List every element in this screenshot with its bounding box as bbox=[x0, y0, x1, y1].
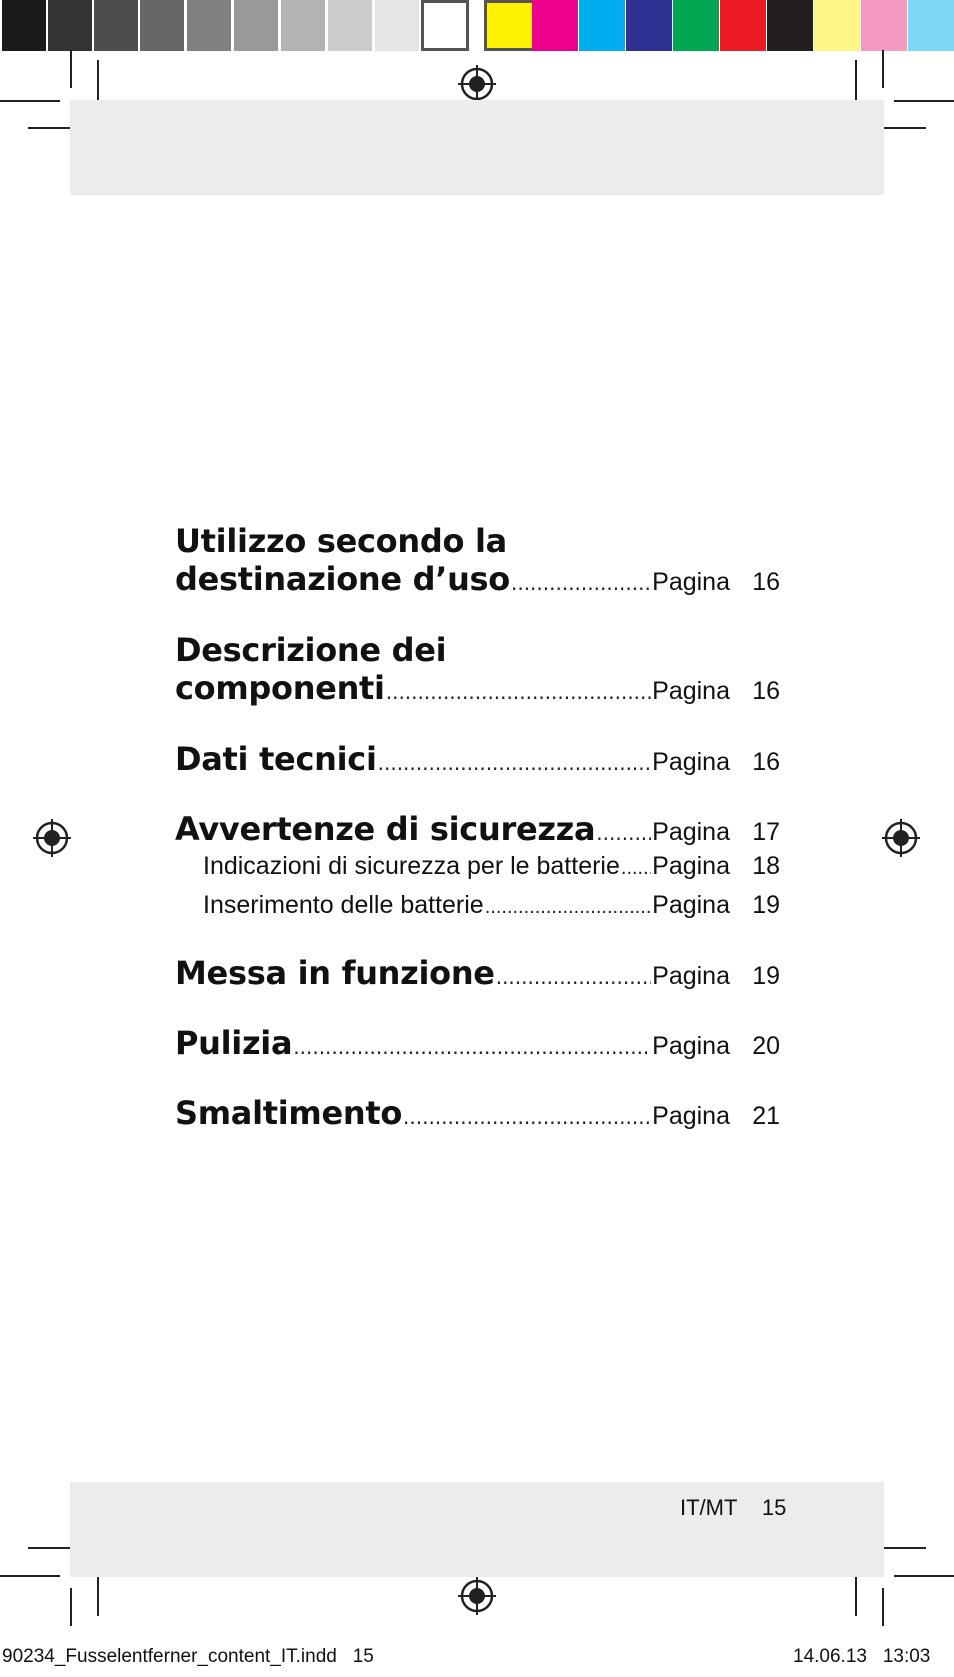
footer-page: 15 bbox=[761, 1495, 787, 1520]
page-label: Pagina bbox=[652, 568, 730, 596]
page-label: Pagina bbox=[652, 891, 730, 919]
toc-entry-title-line2: destinazione d’uso bbox=[175, 560, 510, 598]
page-number: 21 bbox=[752, 1102, 780, 1130]
page-number: 16 bbox=[752, 748, 780, 776]
slug-file-page: 15 bbox=[352, 1646, 374, 1667]
toc-entry-title: Messa in funzione bbox=[175, 954, 495, 992]
registration-mark-icon bbox=[458, 65, 496, 103]
page-number: 16 bbox=[752, 677, 780, 705]
process-swatch bbox=[673, 0, 719, 51]
toc-entry-title-line2: componenti bbox=[175, 669, 385, 707]
process-swatch bbox=[908, 0, 954, 51]
crop-mark bbox=[70, 1588, 72, 1626]
leader-dots bbox=[403, 1105, 651, 1129]
leader-dots bbox=[378, 751, 652, 775]
gray-swatch bbox=[94, 0, 138, 51]
process-swatch bbox=[626, 0, 672, 51]
page-label: Pagina bbox=[652, 852, 730, 880]
toc-entry-title: Avvertenze di sicurezza bbox=[175, 810, 596, 848]
gray-swatch bbox=[140, 0, 184, 51]
toc-entry[interactable] bbox=[175, 954, 780, 992]
toc-entry[interactable] bbox=[175, 631, 780, 707]
leader-dots bbox=[293, 1035, 651, 1059]
footer-locale: IT/MT bbox=[680, 1495, 738, 1520]
gray-swatch bbox=[2, 0, 46, 51]
toc-subentry[interactable] bbox=[175, 848, 780, 887]
process-swatch bbox=[720, 0, 766, 51]
toc-entry-title-line1: Descrizione dei bbox=[175, 631, 447, 669]
registration-mark-icon bbox=[33, 819, 71, 857]
process-swatch bbox=[484, 0, 532, 51]
crop-mark bbox=[882, 50, 884, 88]
registration-mark-icon bbox=[882, 819, 920, 857]
process-swatch bbox=[532, 0, 578, 51]
leader-dots bbox=[496, 965, 651, 989]
toc-entry-title: Pulizia bbox=[175, 1024, 293, 1062]
process-swatch bbox=[767, 0, 813, 51]
toc-subentry-title: Inserimento delle batterie bbox=[203, 891, 484, 919]
crop-mark bbox=[882, 1588, 884, 1626]
page-label: Pagina bbox=[652, 677, 730, 705]
toc-entry[interactable] bbox=[175, 1024, 780, 1062]
page-label: Pagina bbox=[652, 1032, 730, 1060]
toc-entry-title-line1: Utilizzo secondo la bbox=[175, 522, 507, 560]
leader-dots bbox=[511, 571, 651, 595]
page-number: 19 bbox=[752, 891, 780, 919]
page-label: Pagina bbox=[652, 1102, 730, 1130]
page-number: 17 bbox=[752, 818, 780, 846]
process-swatch bbox=[861, 0, 907, 51]
header-band bbox=[70, 100, 884, 195]
process-swatch bbox=[579, 0, 625, 51]
toc-subentry[interactable] bbox=[175, 887, 780, 926]
gray-swatch bbox=[48, 0, 92, 51]
toc-entry-title: Dati tecnici bbox=[175, 740, 377, 778]
page-label: Pagina bbox=[652, 962, 730, 990]
gray-swatch bbox=[421, 0, 469, 51]
crop-mark bbox=[894, 1575, 954, 1577]
slug-date: 14.06.13 bbox=[793, 1646, 867, 1667]
gray-swatch bbox=[375, 0, 419, 51]
toc-entry[interactable] bbox=[175, 810, 780, 926]
slug-filename: 90234_Fusselentferner_content_IT.indd bbox=[2, 1646, 337, 1667]
page-label: Pagina bbox=[652, 818, 730, 846]
page-number: 19 bbox=[752, 962, 780, 990]
crop-mark bbox=[894, 100, 954, 102]
leader-dots bbox=[596, 821, 651, 845]
page-number: 16 bbox=[752, 568, 780, 596]
page-number: 18 bbox=[752, 852, 780, 880]
crop-mark bbox=[0, 100, 60, 102]
footer-page-number bbox=[680, 1495, 786, 1521]
toc-subentry-title: Indicazioni di sicurezza per le batterie bbox=[203, 852, 620, 880]
page-label: Pagina bbox=[652, 748, 730, 776]
slug-time: 13:03 bbox=[882, 1646, 931, 1667]
page-number: 20 bbox=[752, 1032, 780, 1060]
slug-file bbox=[2, 1646, 374, 1668]
gray-swatch bbox=[187, 0, 231, 51]
gray-swatch bbox=[234, 0, 278, 51]
slug-timestamp bbox=[793, 1646, 930, 1668]
crop-mark bbox=[70, 50, 72, 88]
toc-entry-title: Smaltimento bbox=[175, 1094, 403, 1132]
leader-dots bbox=[621, 850, 651, 887]
leader-dots bbox=[386, 680, 651, 704]
process-swatch bbox=[814, 0, 860, 51]
crop-mark bbox=[0, 1575, 60, 1577]
color-calibration-bar bbox=[0, 0, 954, 51]
leader-dots bbox=[485, 889, 651, 926]
gray-swatch bbox=[281, 0, 325, 51]
table-of-contents bbox=[175, 522, 780, 1132]
gray-swatch bbox=[328, 0, 372, 51]
toc-entry[interactable] bbox=[175, 1094, 780, 1132]
toc-entry[interactable] bbox=[175, 740, 780, 778]
registration-mark-icon bbox=[458, 1577, 496, 1615]
toc-entry[interactable] bbox=[175, 522, 780, 598]
